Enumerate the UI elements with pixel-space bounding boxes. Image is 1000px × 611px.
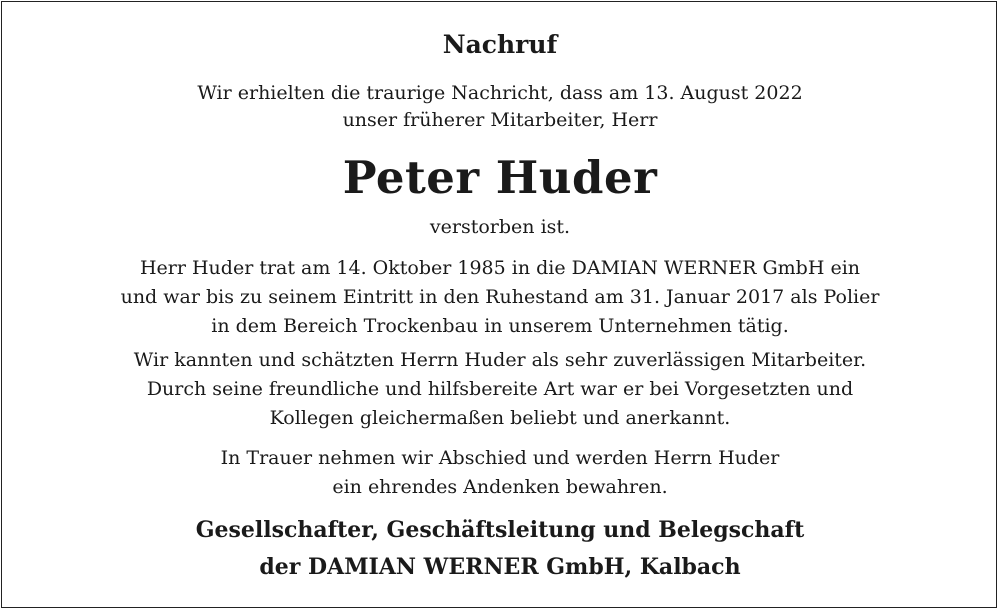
paragraph-line: Kollegen gleichermaßen beliebt und anerkannt. — [269, 407, 731, 429]
career-paragraph — [0, 254, 1000, 341]
deceased-name-text: Peter Huder — [342, 151, 658, 204]
deceased-name — [0, 148, 1000, 208]
after-name-text — [0, 214, 1000, 241]
paragraph-line: Wir kannten und schätzten Herrn Huder als sehr zuverlässigen Mitarbeiter. — [133, 349, 867, 371]
farewell-paragraph — [0, 444, 1000, 502]
after-name-line: verstorben ist. — [429, 216, 571, 238]
paragraph-line: in dem Bereich Trockenbau in unserem Unternehmen tätig. — [211, 315, 789, 337]
paragraph-line: und war bis zu seinem Eintritt in den Ruhestand am 31. Januar 2017 als Polier — [120, 286, 880, 308]
notice-title-text: Nachruf — [442, 30, 558, 59]
paragraph-line: ein ehrendes Andenken bewahren. — [332, 476, 668, 498]
intro-line: Wir erhielten die traurige Nachricht, dass am 13. August 2022 — [197, 82, 803, 104]
paragraph-line: Durch seine freundliche und hilfsbereite Art war er bei Vorgesetzten und — [146, 378, 854, 400]
tribute-paragraph — [0, 346, 1000, 433]
signature-line: der DAMIAN WERNER GmbH, Kalbach — [259, 554, 741, 580]
notice-title — [0, 28, 1000, 62]
intro-line: unser früherer Mitarbeiter, Herr — [342, 109, 658, 131]
intro-text — [0, 80, 1000, 134]
signature-line: Gesellschafter, Geschäftsleitung und Belegschaft — [195, 517, 805, 543]
signature-block — [0, 512, 1000, 586]
paragraph-line: Herr Huder trat am 14. Oktober 1985 in die DAMIAN WERNER GmbH ein — [139, 257, 861, 279]
paragraph-line: In Trauer nehmen wir Abschied und werden Herrn Huder — [220, 447, 780, 469]
